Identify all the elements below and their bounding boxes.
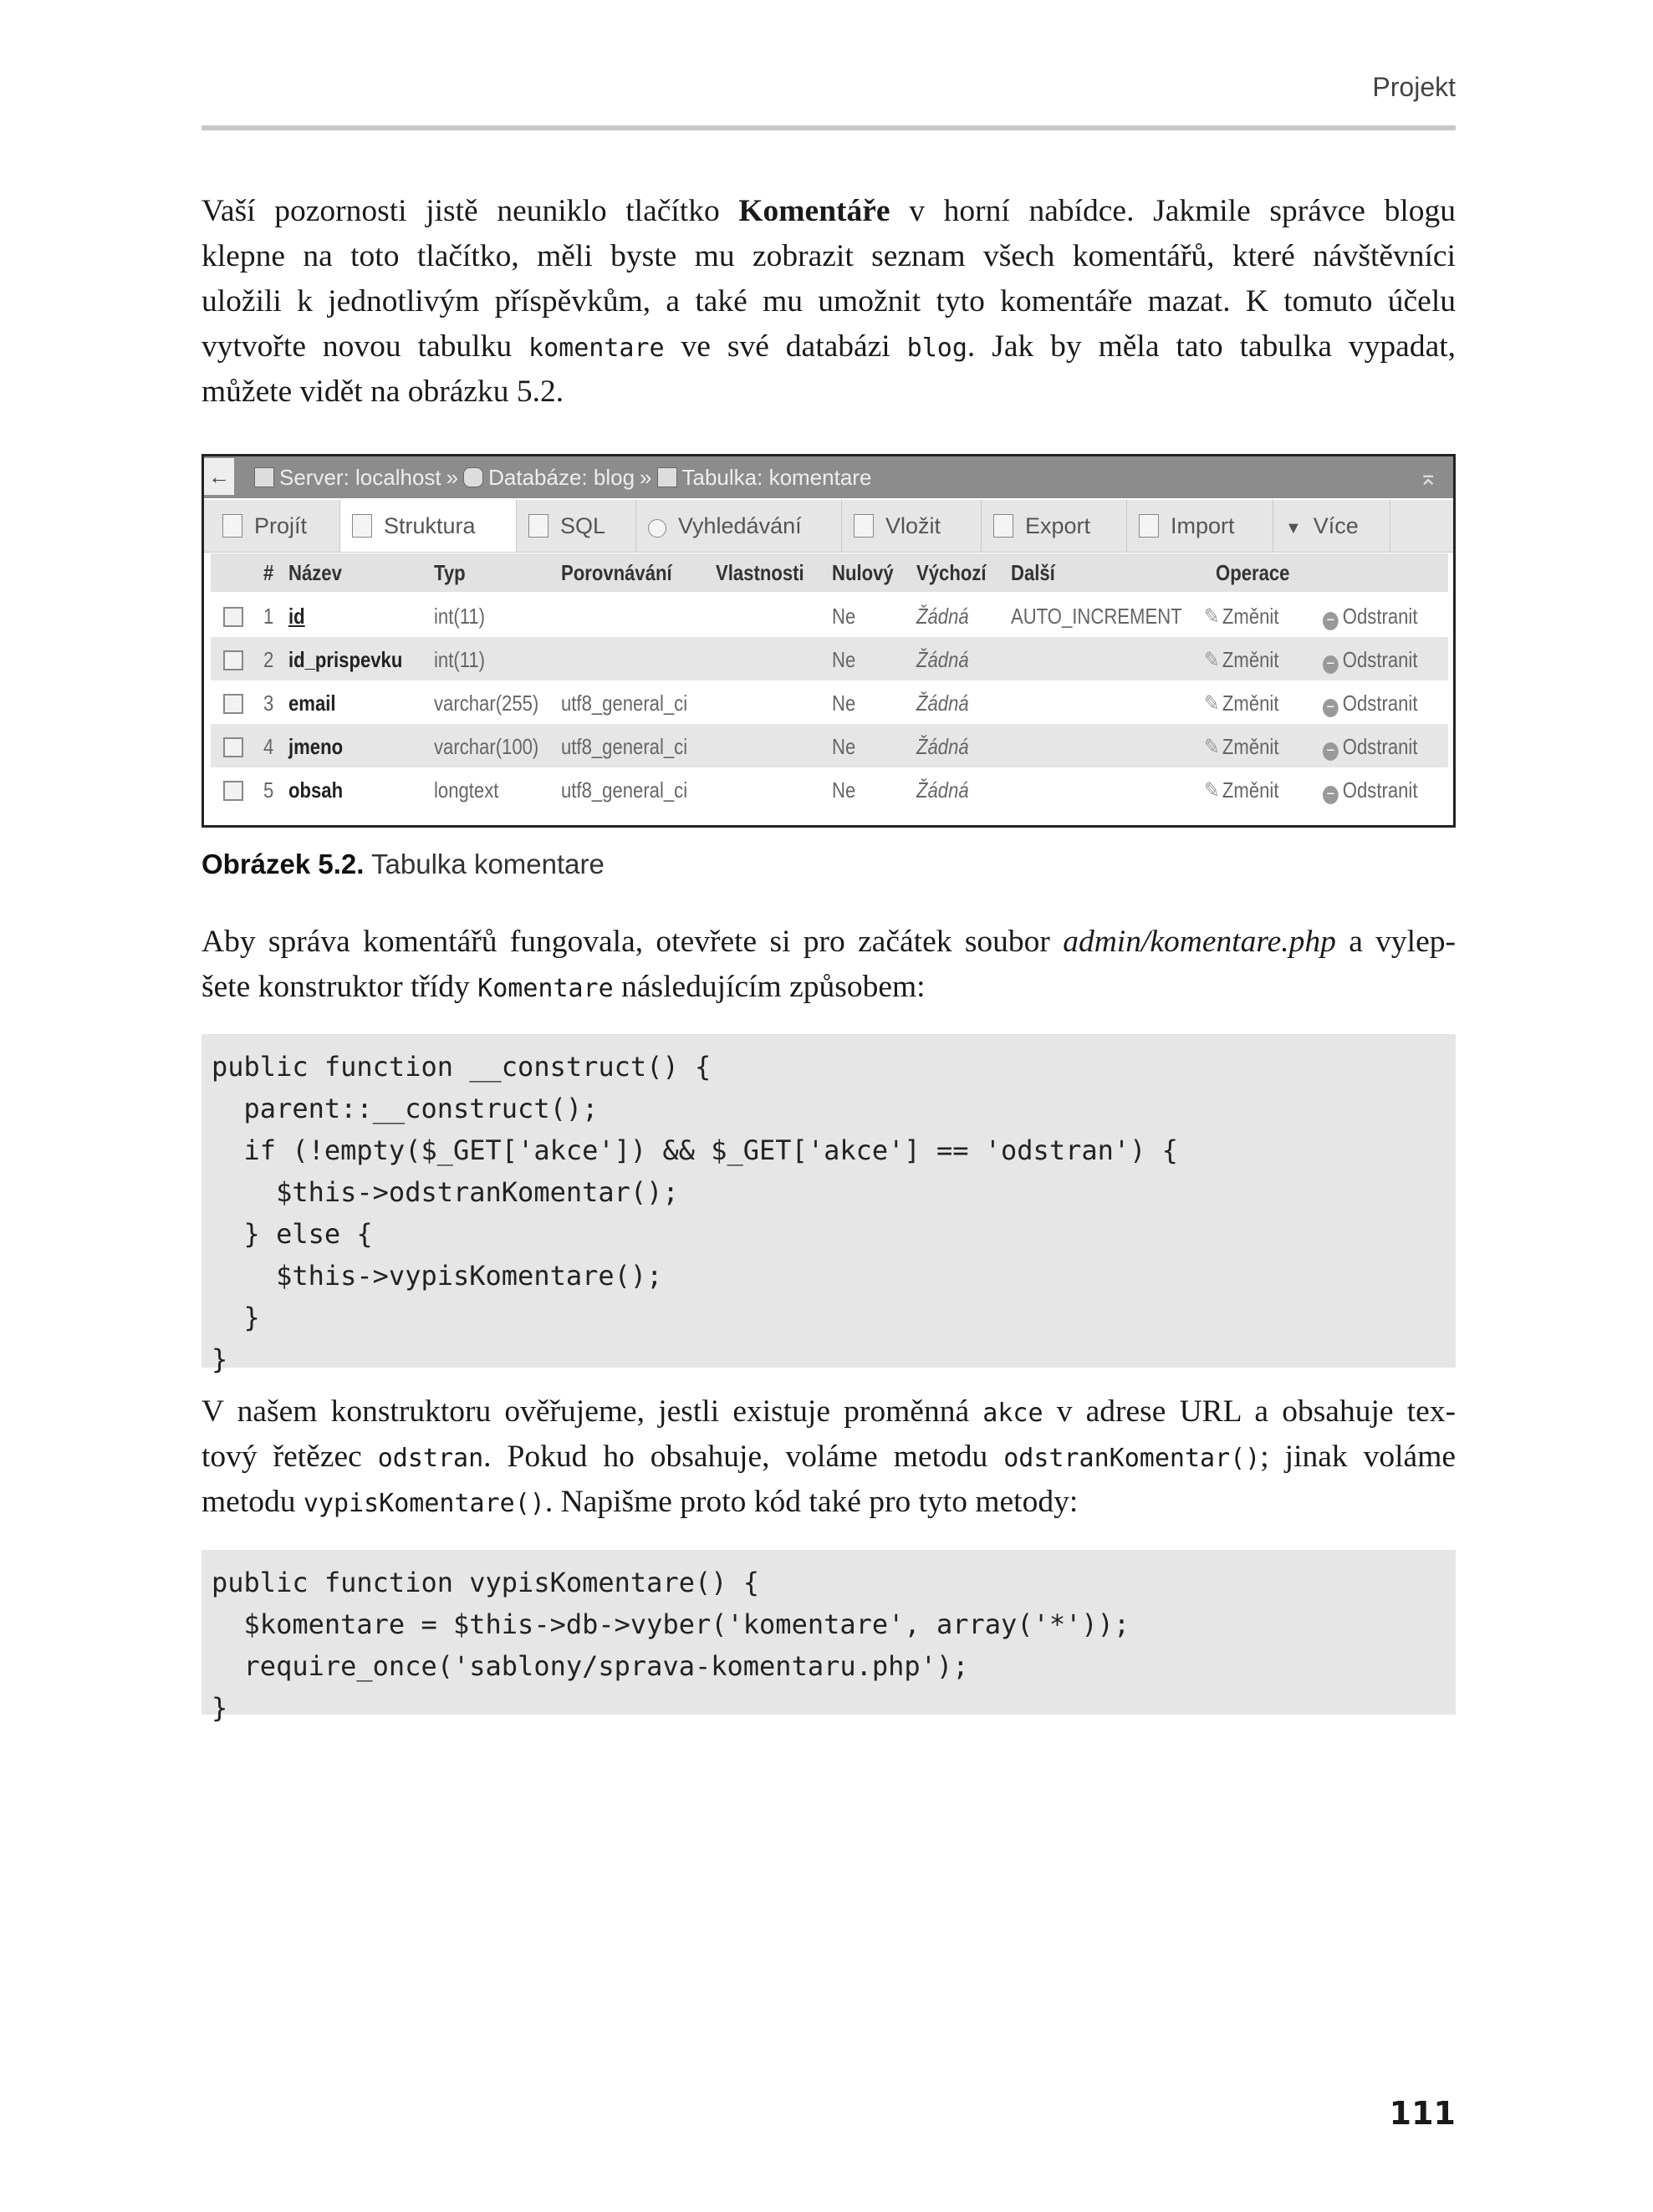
text: ve své databázi [664, 329, 907, 364]
code-line: public function __construct() { [212, 1051, 712, 1083]
text: Vaší pozornosti jistě neuniklo tlačítko [202, 194, 739, 228]
field-name: obsah [288, 777, 344, 803]
col-name: Název [288, 560, 342, 585]
field-type: int(11) [434, 647, 486, 672]
search-icon [648, 519, 666, 538]
tab-import[interactable] [1127, 500, 1273, 552]
code-line: public function vypisKomentare() { [212, 1567, 760, 1598]
col-extra: Další [1011, 560, 1055, 585]
tab-label: Struktura [384, 513, 476, 538]
text: následujícím způsobem: [613, 970, 926, 1004]
tab-search[interactable] [636, 500, 842, 552]
text: . Pokud ho obsahuje, voláme metodu [483, 1440, 1004, 1474]
change-label: Změnit [1222, 734, 1279, 759]
field-extra: AUTO_INCREMENT [1011, 604, 1182, 629]
table-row [211, 637, 1448, 680]
tab-browse[interactable] [211, 500, 340, 552]
text-line [202, 920, 1456, 965]
table-row [211, 594, 1448, 637]
col-action: Operace [1216, 560, 1290, 585]
field-type: longtext [434, 777, 499, 803]
code-line: require_once('sablony/sprava-komentaru.php'); [212, 1650, 969, 1682]
code-inline: Komentare [477, 974, 614, 1003]
row-checkbox[interactable] [223, 694, 243, 714]
caption-text: Tabulka komentare [364, 849, 605, 879]
drop-label: Odstranit [1342, 777, 1418, 803]
table-row [211, 680, 1448, 724]
text: . Napišme proto kód také pro tyto metody: [544, 1485, 1079, 1519]
row-checkbox[interactable] [223, 781, 243, 801]
text-line [202, 1435, 1456, 1480]
back-arrow-icon[interactable]: ← [204, 458, 234, 495]
field-name: email [288, 691, 336, 716]
text-line: můžete vidět na obrázku 5.2. [202, 375, 564, 409]
file-path: admin/komentare.php [1063, 925, 1336, 959]
field-default: Žádná [916, 691, 969, 716]
table-header [211, 553, 1448, 592]
tab-sql[interactable] [517, 500, 636, 552]
paragraph-intro [202, 189, 1456, 415]
change-label: Změnit [1222, 647, 1279, 672]
tab-export[interactable] [982, 500, 1127, 552]
field-default: Žádná [916, 777, 969, 803]
text: Aby správa komentářů fungovala, otevřete si pro začátek soubor [202, 925, 1064, 959]
minus-circle-icon: − [1323, 655, 1339, 674]
tab-label: Projít [254, 513, 308, 538]
breadcrumb [254, 465, 876, 491]
collapse-icon[interactable]: ⌅ [1418, 464, 1438, 490]
pencil-icon: ✎ [1204, 691, 1220, 716]
row-checkbox[interactable] [223, 650, 243, 670]
export-icon [993, 514, 1013, 538]
text-line [202, 1480, 1456, 1525]
code-block-constructor [202, 1034, 1456, 1375]
field-collation: utf8_general_ci [561, 734, 688, 759]
code-inline: blog [906, 334, 967, 363]
col-default: Výchozí [916, 560, 987, 585]
field-null: Ne [832, 734, 856, 759]
browse-icon [222, 514, 242, 538]
text: . Jak by měla tato tabulka vypadat, [967, 329, 1457, 364]
row-number: 4 [263, 734, 274, 759]
code-line: } [212, 1302, 260, 1333]
text: V našem konstruktoru ověřujeme, jestli existuje proměnná [202, 1394, 983, 1429]
tab-label: Vyhledávání [678, 513, 802, 538]
field-null: Ne [832, 647, 856, 672]
drop-link[interactable] [1323, 691, 1417, 717]
code-line: $this->vypisKomentare(); [212, 1260, 663, 1292]
tab-bar [204, 500, 1453, 553]
triangle-down-icon: ▼ [1285, 519, 1302, 538]
text-line: klepne na toto tlačítko, měli byste mu zobrazit seznam všech komentářů, které návštěvníci [202, 239, 1456, 273]
drop-link[interactable] [1323, 734, 1417, 761]
drop-label: Odstranit [1342, 734, 1418, 759]
text-line [202, 189, 1456, 234]
tab-label: SQL [560, 513, 606, 538]
change-label: Změnit [1222, 604, 1279, 629]
pencil-icon: ✎ [1204, 604, 1220, 629]
change-link[interactable] [1204, 777, 1278, 803]
col-collation: Porovnávání [561, 560, 672, 585]
header-rule [202, 125, 1456, 130]
change-label: Změnit [1222, 777, 1279, 803]
tab-label: Více [1313, 513, 1359, 538]
text: tový řetězec [202, 1440, 378, 1474]
text-line [202, 965, 1456, 1010]
breadcrumb-separator: » [446, 465, 459, 490]
minus-circle-icon: − [1323, 786, 1339, 804]
text-line [202, 1389, 1456, 1435]
row-checkbox[interactable] [223, 737, 243, 757]
text: v horní nabídce. Jakmile správce blogu [890, 194, 1456, 228]
field-default: Žádná [916, 604, 969, 629]
row-number: 2 [263, 647, 274, 672]
tab-label: Vložit [885, 513, 941, 538]
pencil-icon: ✎ [1204, 734, 1220, 759]
field-null: Ne [832, 777, 856, 803]
minus-circle-icon: − [1323, 742, 1339, 761]
text: šete konstruktor třídy [202, 970, 478, 1004]
breadcrumb-server[interactable]: Server: localhost [279, 465, 441, 490]
code-line: $komentare = $this->db->vyber('komentare', array('*')); [212, 1608, 1130, 1640]
field-name: jmeno [288, 734, 344, 759]
text: vytvořte novou tabulku [202, 329, 529, 364]
page-number: 111 [1389, 2095, 1456, 2132]
import-icon [1139, 514, 1159, 538]
change-link[interactable] [1204, 734, 1278, 760]
field-name: id_prispevku [288, 647, 403, 672]
breadcrumb-bar [204, 456, 1453, 498]
server-icon [254, 467, 274, 487]
field-null: Ne [832, 691, 856, 716]
code-inline: akce [982, 1399, 1043, 1428]
code-inline: odstran [377, 1444, 484, 1473]
row-number: 5 [263, 777, 274, 803]
code-block-vypis [202, 1550, 1456, 1724]
tab-label: Import [1171, 513, 1235, 538]
table-row [211, 724, 1448, 767]
field-type: varchar(100) [434, 734, 539, 759]
breadcrumb-separator: » [640, 465, 652, 490]
breadcrumb-database[interactable]: Databáze: blog [488, 465, 635, 490]
tab-insert[interactable] [842, 500, 982, 552]
text: v adrese URL a obsahuje tex- [1043, 1394, 1456, 1429]
text: a vylep- [1335, 925, 1456, 959]
row-checkbox[interactable] [223, 607, 243, 627]
phpmyadmin-screenshot [202, 454, 1456, 828]
col-number: # [263, 560, 274, 585]
pencil-icon: ✎ [1204, 647, 1220, 672]
sql-icon [528, 514, 548, 538]
field-type: varchar(255) [434, 691, 539, 716]
table-icon [657, 467, 677, 487]
drop-link[interactable] [1323, 647, 1417, 674]
change-link[interactable] [1204, 691, 1278, 716]
field-name[interactable]: id [288, 604, 305, 629]
field-type: int(11) [434, 604, 486, 629]
tab-more[interactable] [1273, 500, 1390, 552]
change-link[interactable] [1204, 647, 1278, 673]
code-line: } [212, 1692, 228, 1724]
minus-circle-icon: − [1323, 699, 1339, 717]
col-attributes: Vlastnosti [716, 560, 804, 585]
drop-link[interactable] [1323, 604, 1417, 630]
pencil-icon: ✎ [1204, 777, 1220, 803]
tab-structure[interactable] [340, 500, 517, 552]
row-number: 3 [263, 691, 274, 716]
code-inline: vypisKomentare() [303, 1489, 545, 1518]
drop-label: Odstranit [1342, 691, 1418, 716]
insert-icon [854, 514, 874, 538]
code-line: } else { [212, 1218, 373, 1250]
text-line: uložili k jednotlivým příspěvkům, a také mu umožnit tyto komentáře mazat. K tomuto účelu [202, 284, 1456, 319]
bold-text: Komentáře [738, 194, 890, 228]
code-inline: komentare [528, 334, 665, 363]
drop-label: Odstranit [1342, 604, 1418, 629]
col-null: Nulový [832, 560, 894, 585]
table-row [211, 767, 1448, 811]
structure-icon [352, 514, 372, 538]
paragraph-explanation [202, 1389, 1456, 1525]
change-label: Změnit [1222, 691, 1279, 716]
paragraph-open-file [202, 920, 1456, 1010]
caption-label: Obrázek 5.2. [202, 849, 365, 879]
figure-caption [202, 849, 605, 880]
field-null: Ne [832, 604, 856, 629]
text: ; jinak voláme [1260, 1440, 1457, 1474]
code-inline: odstranKomentar() [1003, 1444, 1261, 1473]
drop-label: Odstranit [1342, 647, 1418, 672]
database-icon [463, 467, 483, 487]
code-line: } [212, 1343, 228, 1375]
running-head: Projekt [1372, 72, 1456, 102]
text: metodu [202, 1485, 304, 1519]
code-line: $this->odstranKomentar(); [212, 1176, 679, 1208]
field-collation: utf8_general_ci [561, 777, 688, 803]
row-number: 1 [263, 604, 274, 629]
change-link[interactable] [1204, 604, 1278, 629]
code-line: parent::__construct(); [212, 1093, 599, 1124]
field-collation: utf8_general_ci [561, 691, 688, 716]
code-line: if (!empty($_GET['akce']) && $_GET['akce'] == 'odstran') { [212, 1134, 1178, 1166]
text-line [202, 324, 1456, 370]
tab-label: Export [1025, 513, 1091, 538]
minus-circle-icon: − [1323, 612, 1339, 630]
field-default: Žádná [916, 647, 969, 672]
breadcrumb-table[interactable]: Tabulka: komentare [681, 465, 872, 490]
col-type: Typ [434, 560, 466, 585]
drop-link[interactable] [1323, 777, 1417, 804]
field-default: Žádná [916, 734, 969, 759]
